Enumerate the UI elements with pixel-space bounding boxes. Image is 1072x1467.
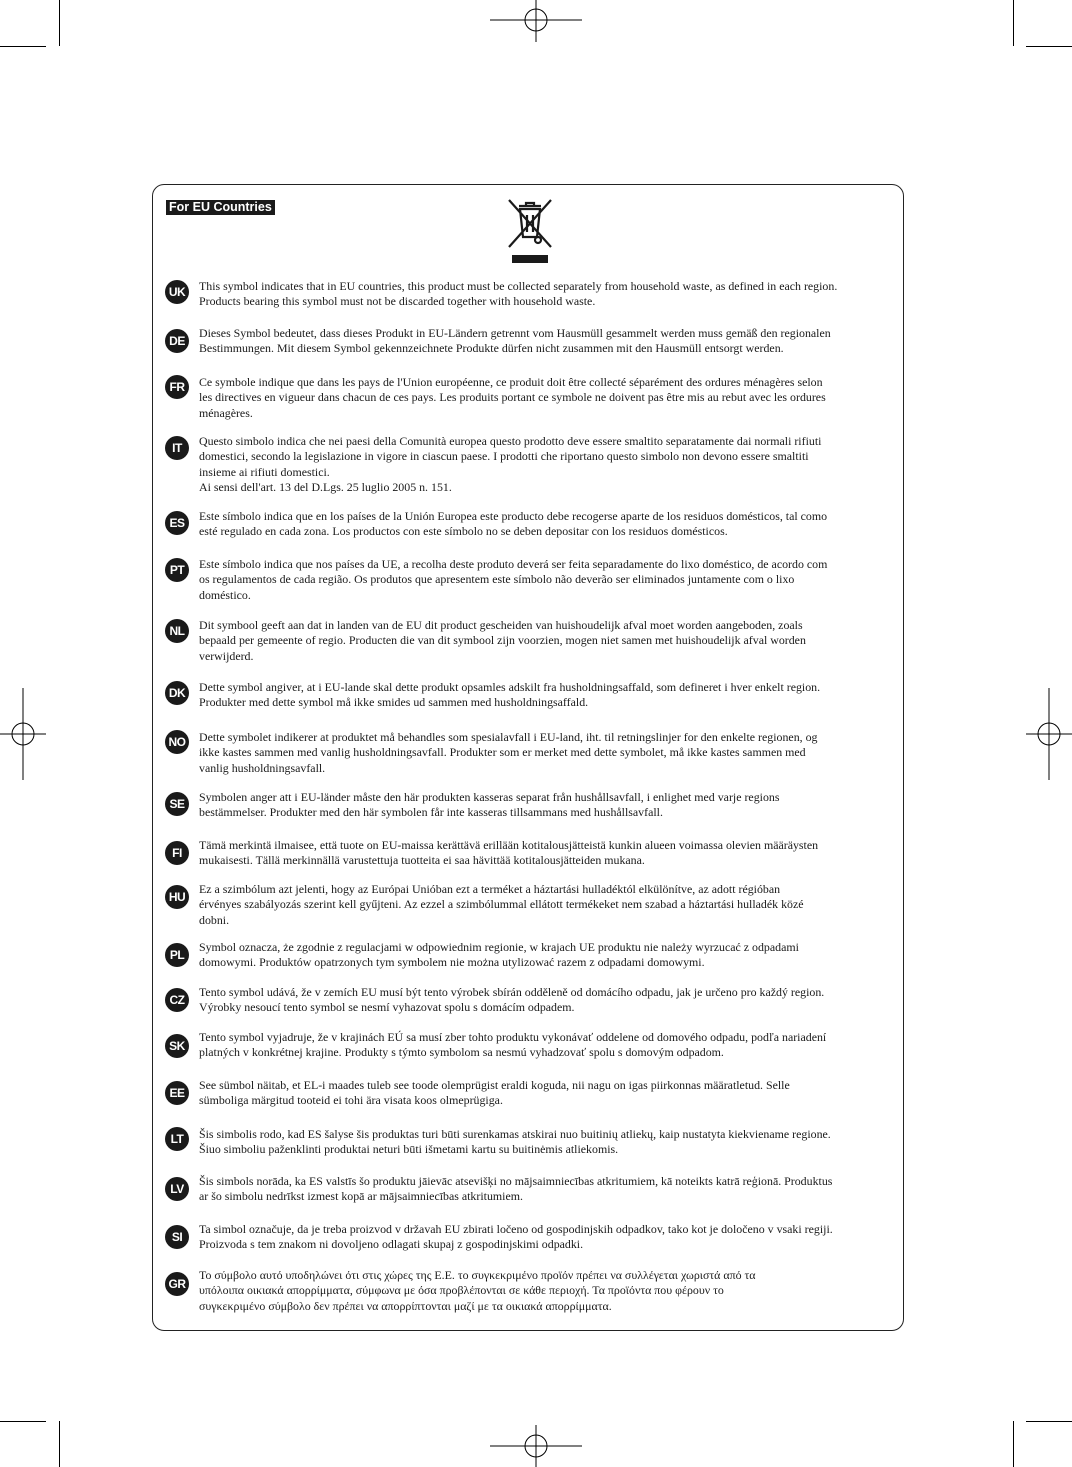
crossed-out-wheelie-bin-icon [505, 197, 555, 265]
notice-text: Este símbolo indica que nos países da UE, a recolha deste produto deverá ser feita separadamente do lixo doméstico, de acordo com os regulamentos de cada região. Os produtos que apresentem este símbolo não deverão ser eliminados juntamente com o lixo doméstico. [199, 557, 828, 602]
language-badge: FI [165, 841, 189, 865]
notice-text: Το σύμβολο αυτό υποδηλώνει ότι στις χώρες της Ε.Ε. το συγκεκριμένο προϊόν πρέπει να συλλέγεται χωριστά από τα υπόλοιπα οικιακά απορρίμματα, σύμφωνα με όσα προβλέπονται σε κάθε περιοχή. Τα προϊόντα που φέρουν το συγκεκριμένο σύμβολο δεν πρέπει να απορρίπτονται μαζί με τα οικιακά απορρίμματα. [199, 1268, 756, 1313]
language-badge: UK [165, 280, 189, 304]
language-badge: GR [165, 1272, 189, 1296]
language-badge: PT [165, 558, 189, 582]
language-badge: DK [165, 681, 189, 705]
language-badge: PL [165, 943, 189, 967]
language-badge: NL [165, 619, 189, 643]
language-badge: ES [165, 511, 189, 535]
language-badge: EE [165, 1081, 189, 1105]
notice-text: Dit symbool geeft aan dat in landen van de EU dit product gescheiden van huishoudelijk afval moet worden aangeboden, zoals bepaald per gemeente of regio. Producten die van dit symbool zijn voorzien, mogen niet samen met huishoudelijk afval worden verwijderd. [199, 618, 806, 663]
notice-text: Šis simbolis rodo, kad ES šalyse šis produktas turi būti surenkamas atskirai nuo buitinių atliekų, kaip nustatyta kiekviename regione. Šiuo simboliu paženklinti produktai neturi būti išmetami kartu su buitinėmis atliekomis. [199, 1127, 831, 1157]
notice-text: Symbol oznacza, że zgodnie z regulacjami w odpowiednim regionie, w krajach UE produktu nie należy wyrzucać z odpadami domowymi. Produktów opatrzonych tym symbolem nie można utylizować razem z odpadami domowymi. [199, 940, 799, 970]
notice-text: Dette symbolet indikerer at produktet må behandles som spesialavfall i EU-land, iht. til retningslinjer for den enkelte regionen, og ikke kastes sammen med vanlig husholdningsavfall. Produkter som er merket med dette symbolet, må ikke kastes sammen med vanlig husholdningsavfall. [199, 730, 818, 775]
language-badge: SI [165, 1225, 189, 1249]
language-badge: HU [165, 885, 189, 909]
registration-mark-left [0, 688, 46, 780]
notice-text: Šis simbols norāda, ka ES valstīs šo produktu jāievāc atsevišķi no mājsaimniecības atkritumiem, kā noteikts katrā reģionā. Produktus ar šo simbolu nedrīkst izmest kopā ar mājsaimniecības atkritumiem. [199, 1174, 833, 1204]
notice-text: Questo simbolo indica che nei paesi della Comunità europea questo prodotto deve essere smaltito separatamente dai normali rifiuti domestici, secondo la legislazione in vigore in ciascun paese. I prodotti che riportano questo simbolo non devono essere smaltiti insieme ai rifiuti domestici. Ai sensi dell'art. 13 del D.Lgs. 25 luglio 2005 n. 151. [199, 434, 822, 495]
language-badge: CZ [165, 988, 189, 1012]
notice-text: See sümbol näitab, et EL-i maades tuleb see toode olemprügist eraldi koguda, nii nagu on igas piirkonnas määratletud. Selle sümboliga märgitud tooteid ei tohi ära visata koos olmeprügiga. [199, 1078, 790, 1108]
notice-text: Tämä merkintä ilmaisee, että tuote on EU-maissa kerättävä erillään kotitalousjätteistä kunkin alueen voimassa olevien määräysten mukaisesti. Tällä merkinnällä varustettuja tuotteita ei saa hävittää kotitalousjätteiden mukana. [199, 838, 819, 868]
notice-text: Ta simbol označuje, da je treba proizvod v državah EU zbirati ločeno od gospodinjskih odpadkov, tako kot je določeno v vsaki regiji. Proizvoda s tem znakom ni dovoljeno odlagati skupaj z gospodinjskimi odpadki. [199, 1222, 833, 1252]
language-badge: SK [165, 1034, 189, 1058]
registration-mark-top [490, 0, 582, 42]
notice-text: Tento symbol vyjadruje, že v krajinách EÚ sa musí zber tohto produktu vykonávať oddelene od domového odpadu, podľa nariadení platných v konkrétnej krajine. Produkty s týmto symbolom sa nesmú vyhadzovať spolu s domovým odpadom. [199, 1030, 827, 1060]
eu-disposal-notice-panel [152, 184, 904, 1331]
language-badge: LV [165, 1177, 189, 1201]
language-badge: IT [165, 436, 189, 460]
notice-text: Dieses Symbol bedeutet, dass dieses Produkt in EU-Ländern getrennt vom Hausmüll gesammelt werden muss gemäß den regionalen Bestimmungen. Mit diesem Symbol gekennzeichnete Produkte dürfen nicht zusammen mit den Hausmüll entsorgt werden. [199, 326, 831, 356]
language-badge: NO [165, 730, 189, 754]
language-badge: SE [165, 792, 189, 816]
notice-text: Ce symbole indique que dans les pays de l'Union européenne, ce produit doit être collecté séparément des ordures ménagères selon les directives en vigueur dans chacun de ces pays. Les produits portant ce symbole ne doivent pas être mis au rebut avec les ordures ménagères. [199, 375, 826, 420]
notice-text: Ez a szimbólum azt jelenti, hogy az Európai Unióban ezt a terméket a háztartási hulladéktól elkülönítve, az adott régióban érvényes szabályozás szerint kell gyűjteni. Az ezzel a szimbólummal ellátott termékeket nem szabad a háztartási hulladék közé dobni. [199, 882, 804, 927]
notice-text: This symbol indicates that in EU countries, this product must be collected separately from household waste, as defined in each region. Products bearing this symbol must not be discarded together with household waste. [199, 279, 838, 309]
language-badge: FR [165, 375, 189, 399]
notice-heading: For EU Countries [166, 200, 275, 215]
notice-text: Dette symbol angiver, at i EU-lande skal dette produkt opsamles adskilt fra husholdningsaffald, som defineret i hver enkelt region. Produkter med dette symbol må ikke smides ud sammen med husholdningsaffald. [199, 680, 821, 710]
language-badge: LT [165, 1127, 189, 1151]
registration-mark-right [1026, 688, 1072, 780]
language-badge: DE [165, 329, 189, 353]
notice-text: Symbolen anger att i EU-länder måste den här produkten kasseras separat från hushållsavfall, i enlighet med varje regions bestämmelser. Produkter med den här symbolen får inte kasseras tillsammans med hushållsavfall. [199, 790, 780, 820]
notice-text: Este símbolo indica que en los países de la Unión Europea este producto debe recogerse aparte de los residuos domésticos, tal como esté regulado en cada zona. Los productos con este símbolo no se deben depositar con los residuos domésticos. [199, 509, 828, 539]
notice-text: Tento symbol udává, že v zemích EU musí být tento výrobek sbírán odděleně od domácího odpadu, jak je určeno pro každý region. Výrobky nesoucí tento symbol se nesmí vyhazovat spolu s domácím odpadem. [199, 985, 825, 1015]
registration-mark-bottom [490, 1425, 582, 1467]
